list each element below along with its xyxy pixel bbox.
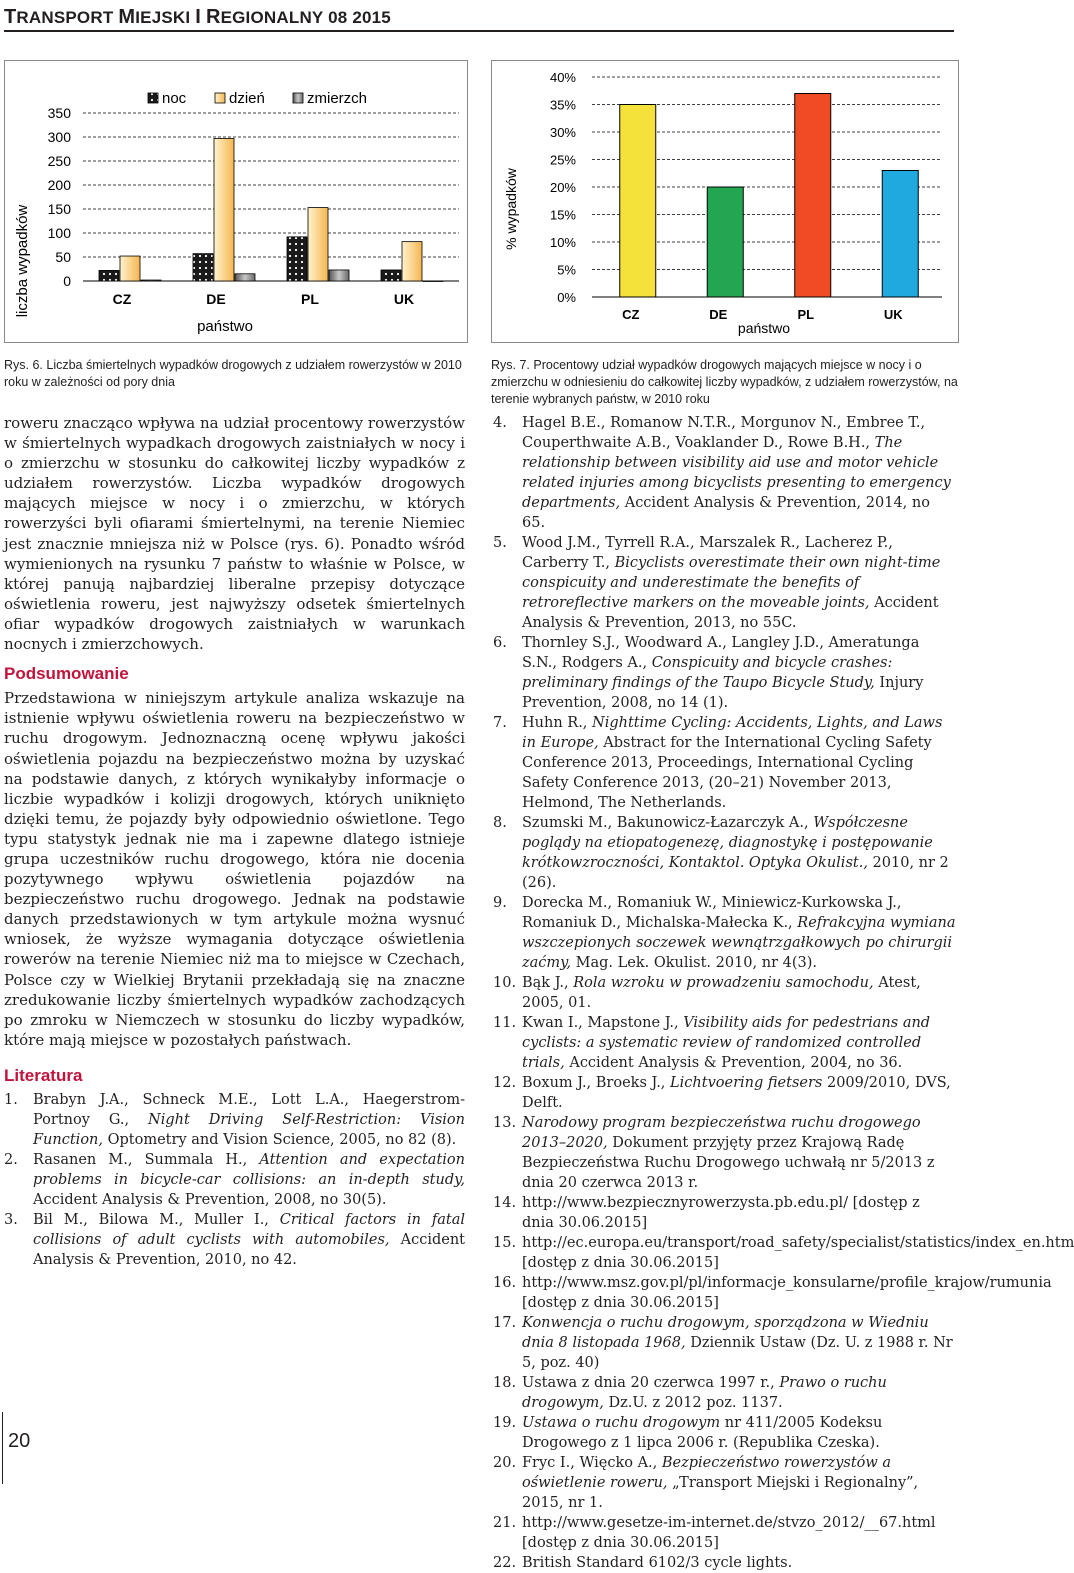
heading-summary: Podsumowanie [4,664,129,684]
bar-UK [882,171,918,298]
x-tick-label: DE [206,291,226,307]
page-number-rule [2,1412,3,1484]
reference-title: The relationship between visibility aid use and motor vehicle related injuries among bicyclists presenting to emergency departments, [522,435,951,511]
reference-item [493,413,956,533]
reference-source: Accident Analysis & Prevention, 2013, no 55C. [522,595,939,631]
x-tick-label: UK [393,291,415,307]
y-tick-label: 30% [549,125,576,140]
reference-authors: Dorecka M., Romaniuk W., Miniewicz-Kurkowska J., Romaniuk D., Michalska-Małecka K., [522,895,902,931]
reference-authors: Bąk J., [522,975,574,991]
chart-7-svg [492,61,958,342]
bar-zmierzch-CZ [141,280,161,281]
reference-source: Mag. Lek. Okulist. 2010, nr 4(3). [571,955,817,971]
reference-title: Prawo o ruchu drogowym, [522,1375,887,1411]
x-tick-label: CZ [112,291,132,307]
bar-dzień-DE [214,138,234,281]
reference-title: Narodowy program bezpieczeństwa ruchu drogowego 2013–2020, [522,1115,921,1151]
heading-references: Literatura [4,1065,83,1085]
reference-source: Accident Analysis & Prevention, 2008, no 30(5). [33,1192,387,1208]
reference-title: Współczesne poglądy na etiopatogenezę, diagnostykę i postępowanie krótkowzroczności, Kontaktol. Optyka Okulist., [522,815,933,871]
reference-item [493,1193,956,1233]
reference-authors: Boxum J., Broeks J., [522,1075,671,1091]
reference-source: Dokument przyjęty przez Krajową Radę Bezpieczeństwa Ruchu Drogowego uchwałą nr 5/2013 z dnia 20 czerwca 2013 r. [522,1135,935,1191]
bar-zmierzch-PL [329,270,349,281]
reference-authors: British Standard 6102/3 cycle lights. [522,1555,793,1571]
reference-authors: Thornley S.J., Woodward A., Langley J.D., Ameratunga S.N., Rodgers A., [522,635,920,671]
y-tick-label: 150 [47,201,71,217]
y-tick-label: 350 [47,105,71,121]
reference-authors: http://www.msz.gov.pl/pl/informacje_konsularne/profile_krajow/rumunia [dostęp z dnia 30.06.2015] [522,1275,1052,1311]
reference-item [493,1073,956,1113]
reference-item [4,1090,465,1150]
reference-authors: Kwan I., Mapstone J., [522,1015,684,1031]
figure-7-chart [491,60,959,343]
reference-source: Atest, 2005, 01. [522,975,921,1011]
reference-item [493,893,956,973]
reference-number: 1. [4,1092,18,1108]
references-list-right [493,413,1074,1573]
reference-number: 12. [493,1075,517,1091]
chart-6-svg [5,61,467,342]
reference-authors: Fryc I., Więcko A., [522,1455,662,1471]
reference-authors: http://www.bezpiecznyrowerzysta.pb.edu.pl/ [dostęp z dnia 30.06.2015] [522,1195,920,1231]
x-tick-label: CZ [622,307,640,322]
reference-authors: Hagel B.E., Romanow N.T.R., Morgunov N., Embree T., Couperthwaite A.B., Voaklander D., Rowe B.H., [522,415,926,451]
bar-dzień-CZ [120,256,140,281]
y-tick-label: 50 [55,249,71,265]
reference-source: Abstract for the International Cycling Safety Conference 2013, Proceedings, International Cycling Safety Conference 2013, (20–21) November 2013, Helmond, The Netherlands. [522,735,932,811]
page-number: 20 [8,1430,31,1452]
legend-label-zmierzch: zmierzch [307,90,368,107]
reference-title: Rola wzroku w prowadzeniu samochodu, [573,975,874,991]
journal-title: TRANSPORT MIEJSKI I REGIONALNY 08 2015 [4,6,391,28]
left-column [4,413,465,1270]
y-tick-label: 0% [557,290,576,305]
reference-item [493,713,956,813]
reference-authors: Rasanen M., Summala H., [33,1152,260,1168]
reference-title: Bezpieczeństwo rowerzystów a oświetlenie roweru, [522,1455,892,1491]
reference-source: 2010, nr 2 (26). [522,855,949,891]
legend-label-dzień: dzień [229,90,265,107]
reference-source: Accident Analysis & Prevention, 2004, no 36. [564,1055,903,1071]
reference-source: Accident Analysis & Prevention, 2014, no 65. [522,495,930,531]
reference-number: 17. [493,1315,517,1331]
reference-number: 14. [493,1195,517,1211]
x-tick-label: PL [301,291,319,307]
reference-title: Refrakcyjna wymiana wszczepionych soczewek wewnątrzgałkowych po chirurgii zaćmy, [522,915,956,971]
reference-title: Attention and expectation problems in bicycle-car collisions: an in-depth study, [33,1152,465,1188]
y-tick-label: 0 [63,273,71,289]
reference-authors: Ustawa z dnia 20 czerwca 1997 r., [522,1375,780,1391]
reference-title: Visibility aids for pedestrians and cyclists: a systematic review of randomized controlled trials, [522,1015,931,1071]
reference-item [493,1233,1074,1273]
legend-swatch-dzień [215,93,225,103]
legend-label-noc: noc [162,90,187,107]
reference-number: 5. [493,535,507,551]
y-tick-label: 250 [47,153,71,169]
reference-number: 10. [493,975,517,991]
reference-source: nr 411/2005 Kodeksu Drogowego z 1 lipca 2006 r. (Republika Czeska). [522,1415,883,1451]
legend-swatch-zmierzch [293,93,303,103]
y-axis-label: liczba wypadków [14,204,31,318]
reference-item [493,1453,956,1513]
bar-noc-CZ [99,270,119,281]
reference-source: Dz.U. z 2012 poz. 1137. [603,1395,783,1411]
reference-title: Night Driving Self-Restriction: Vision Function, [33,1112,465,1148]
reference-source: Dziennik Ustaw (Dz. U. z 1988 r. Nr 5, poz. 40) [522,1335,953,1371]
reference-number: 6. [493,635,507,651]
reference-number: 15. [493,1235,517,1251]
reference-source: Injury Prevention, 2008, no 14 (1). [522,675,924,711]
reference-number: 7. [493,715,507,731]
reference-item [493,1313,956,1373]
reference-source: 2009/2010, DVS, Delft. [522,1075,951,1111]
reference-item [493,533,956,633]
reference-number: 9. [493,895,507,911]
bar-DE [707,187,743,297]
x-axis-label: państwo [197,318,253,335]
reference-number: 19. [493,1415,517,1431]
reference-title: Ustawa o ruchu drogowym [522,1415,721,1431]
reference-number: 21. [493,1515,517,1531]
reference-item [493,1273,1052,1313]
journal-header [4,6,391,29]
reference-number: 11. [493,1015,517,1031]
y-tick-label: 25% [549,152,576,168]
reference-source: Optometry and Vision Science, 2005, no 82 (8). [103,1132,457,1148]
x-tick-label: UK [883,307,903,322]
y-tick-label: 40% [549,70,576,85]
reference-authors: Szumski M., Bakunowicz-Łazarczyk A., [522,815,814,831]
bar-zmierzch-UK [423,281,443,282]
legend-swatch-noc [148,93,158,103]
reference-number: 16. [493,1275,517,1291]
figure-6-caption: Rys. 6. Liczba śmiertelnych wypadków drogowych z udziałem rowerzystów w 2010 roku w zależności od pory dnia [4,358,462,389]
bar-noc-PL [287,237,307,281]
bar-PL [795,94,831,298]
y-tick-label: 100 [47,225,71,241]
reference-item [493,1513,956,1553]
figure-6-chart [4,60,468,343]
y-tick-label: 300 [47,129,71,145]
reference-item [493,1113,956,1193]
reference-title: Conspicuity and bicycle crashes: preliminary findings of the Taupo Bicycle Study, [522,655,893,691]
reference-authors: http://ec.europa.eu/transport/road_safety/specialist/statistics/index_en.htm [dostęp z dnia 30.06.2015] [522,1235,1074,1271]
bar-dzień-UK [402,242,422,281]
reference-item [493,1553,956,1573]
bar-zmierzch-DE [235,274,255,281]
reference-title: Critical factors in fatal collisions of adult cyclists with automobiles, [33,1212,465,1248]
reference-item [493,813,956,893]
x-tick-label: DE [709,307,728,322]
x-axis-label: państwo [737,320,791,336]
bar-noc-DE [193,254,213,281]
reference-number: 2. [4,1152,18,1168]
reference-title: Bicyclists overestimate their own night-time conspicuity and underestimate the benefits of retroreflective markers on the moveable joints, [522,555,941,611]
reference-title: Lichtvoering fietsers [670,1075,823,1091]
reference-number: 18. [493,1375,517,1391]
body-paragraph-2: Przedstawiona w niniejszym artykule analiza wskazuje na istnienie wpływu oświetlenia roweru na bezpieczeństwo w ruchu drogowym. Jednoznaczną ocenę wpływu jakości oświetlenia pojazdu na bezpieczeństwo można by uzyskać na podstawie danych, z których wynikałyby informacje o liczbie wypadków i kolizji drogowych, których uniknięto dzięki temu, że pojazdy były odpowiednio oświetlone. Tego typu statystyk jednak nie ma i zapewne dlatego istnieje grupa uczestników ruchu drogowego, która nie docenia pozytywnego wpływu oświetlenia pojazdów na bezpieczeństwo ruchu drogowego. Jednak na podstawie danych przedstawionych w tym artykule można wysnuć wniosek, że wyższe wymagania dotyczące oświetlenia rowerów na terenie Niemiec niż ma to miejsce w Czechach, Polsce czy w Wielkiej Brytanii przekładają się na znaczne zredukowanie liczby śmiertelnych wypadków zachodzących po zmroku w Niemczech w stosunku do liczby wypadków, które mają miejsce w pozostałych państwach. [4,689,465,1049]
bar-dzień-PL [308,208,328,281]
reference-authors: http://www.gesetze-im-internet.de/stvzo_2012/__67.html [dostęp z dnia 30.06.2015] [522,1515,936,1551]
reference-item [4,1210,465,1270]
y-axis-label: % wypadków [503,168,519,250]
reference-number: 4. [493,415,507,431]
reference-number: 22. [493,1555,517,1571]
y-tick-label: 20% [549,180,576,195]
reference-item [493,973,956,1013]
references-list-left [4,1090,465,1270]
reference-item [493,633,956,713]
reference-item [4,1150,465,1210]
reference-authors: Brabyn J.A., Schneck M.E., Lott L.A., Haegerstrom-Portnoy G., [33,1092,465,1128]
y-tick-label: 5% [557,262,576,278]
bar-noc-UK [381,270,401,281]
reference-authors: Huhn R., [522,715,593,731]
reference-number: 3. [4,1212,18,1228]
reference-number: 13. [493,1115,517,1131]
reference-number: 8. [493,815,507,831]
reference-item [493,1013,956,1073]
reference-title: Nighttime Cycling: Accidents, Lights, and Laws in Europe, [522,715,943,751]
y-tick-label: 15% [549,207,576,223]
reference-item [493,1413,956,1453]
y-tick-label: 10% [549,235,576,250]
bar-CZ [620,105,656,298]
reference-item [493,1373,956,1413]
header-rule [4,30,954,32]
y-tick-label: 35% [549,97,576,113]
y-tick-label: 200 [47,177,71,193]
x-tick-label: PL [797,307,815,322]
body-paragraph-1: roweru znacząco wpływa na udział procentowy rowerzystów w śmiertelnych wypadkach drogowych zaistniałych w nocy i o zmierzchu w stosunku do całkowitej liczby wypadków z udziałem rowerzystów. Liczba wypadków drogowych mających miejsce w nocy i o zmierzchu, w których rowerzyści byli ofiarami śmiertelnymi, na terenie Niemiec jest znacznie mniejsza niż w Polsce (rys. 6). Ponadto wśród wymienionych na rysunku 7 państw to właśnie w Polsce, w której panują najbardziej liberalne przepisy dotyczące oświetlenia roweru, jest najwyższy odsetek śmiertelnych ofiar wypadków drogowych zaistniałych w warunkach nocnych i zmierzchowych. [4,414,465,654]
reference-authors: Wood J.M., Tyrrell R.A., Marszalek R., Lacherez P., Carberry T., [522,535,893,571]
figure-7-caption: Rys. 7. Procentowy udział wypadków drogowych mających miejsce w nocy i o zmierzchu w odniesieniu do całkowitej liczby wypadków, z udziałem rowerzystów, na terenie wybranych państw, w 2010 roku [491,358,958,406]
reference-source: Accident Analysis & Prevention, 2010, no 42. [33,1232,465,1268]
reference-source: „Transport Miejski i Regionalny”, 2015, nr 1. [522,1475,919,1511]
reference-number: 20. [493,1455,517,1471]
reference-title: Konwencja o ruchu drogowym, sporządzona w Wiedniu dnia 8 listopada 1968, [522,1315,929,1351]
reference-authors: Bil M., Bilowa M., Muller I., [33,1212,280,1228]
